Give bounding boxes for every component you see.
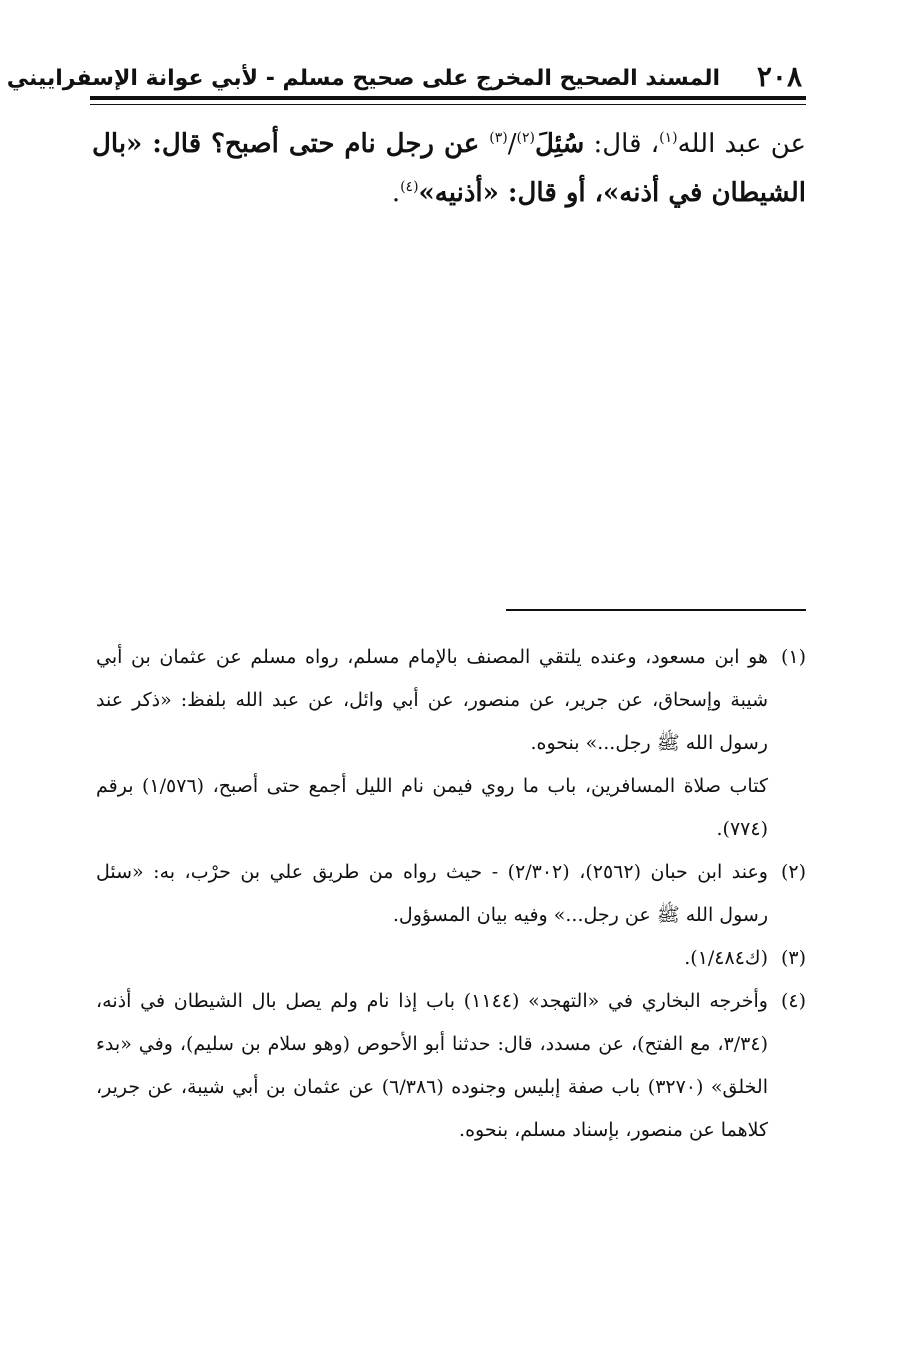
running-title: المسند الصحيح المخرج على صحيح مسلم - لأبي عوانة الإسفراييني	[6, 66, 720, 91]
footnote-text: هو ابن مسعود، وعنده يلتقي المصنف بالإمام مسلم، رواه مسلم عن عثمان بن أبي شيبة وإسحاق، عن جرير، عن منصور، عن أبي وائل، عن عبد الله بلفظ: «ذكر عند رسول الله ﷺ رجل...» بنحوه.	[96, 646, 768, 754]
footnote-ref-1: (١)	[659, 130, 678, 146]
footnote-text: (ك١/٤٨٤).	[684, 947, 768, 969]
page-number: ٢٠٨	[756, 60, 802, 93]
footnote-1	[96, 636, 806, 765]
footnote-number: (٢)	[780, 861, 806, 883]
footnote-separator	[506, 609, 806, 611]
header-rule	[90, 96, 806, 100]
text-segment: .	[391, 178, 401, 209]
footnote-text: وأخرجه البخاري في «التهجد» (١١٤٤) باب إذا نام ولم يصل بال الشيطان في أذنه، (٣/٣٤، مع الفتح)، عن مسدد، قال: حدثنا أبو الأحوص (وهو سلام بن سليم)، وفي «بدء الخلق» (٣٢٧٠) باب صفة إبليس وجنوده (٦/٣٨٦) عن عثمان بن أبي شيبة، عن جرير، كلاهما عن منصور، بإسناد مسلم، بنحوه.	[96, 990, 768, 1141]
footnote-2	[96, 851, 806, 937]
hadith-text	[92, 120, 806, 219]
text-segment-bold: سُئِلَ	[534, 129, 585, 159]
footnote-number: (٤)	[780, 990, 806, 1012]
footnote-ref-2: (٢)	[516, 130, 535, 146]
footnote-text: وعند ابن حبان (٢٥٦٢)، (٢/٣٠٢) - حيث رواه من طريق علي بن حرْب، به: «سئل رسول الله ﷺ عن رجل...» وفيه بيان المسؤول.	[96, 861, 768, 926]
footnote-number: (١)	[780, 646, 806, 668]
text-segment-bold: عن رجل نام حتى أصبح؟ قال: «بال الشيطان في أذنه»، أو قال: «أذنيه»	[92, 129, 806, 209]
header-rule-thin	[90, 104, 806, 105]
footnotes	[96, 636, 806, 1152]
footnote-number: (٣)	[780, 947, 806, 969]
footnote-1-continued	[96, 765, 806, 851]
footnote-3	[96, 937, 806, 980]
footnote-ref-3: (٣)	[489, 130, 508, 146]
text-segment: عن عبد الله	[677, 129, 807, 159]
footnote-text: كتاب صلاة المسافرين، باب ما روي فيمن نام الليل أجمع حتى أصبح، (١/٥٧٦) برقم (٧٧٤).	[96, 775, 768, 840]
footnote-ref-4: (٤)	[400, 179, 419, 196]
footnote-4	[96, 980, 806, 1152]
page-header	[6, 58, 806, 100]
text-segment: ، قال:	[584, 129, 660, 159]
text-separator: /	[507, 129, 517, 159]
